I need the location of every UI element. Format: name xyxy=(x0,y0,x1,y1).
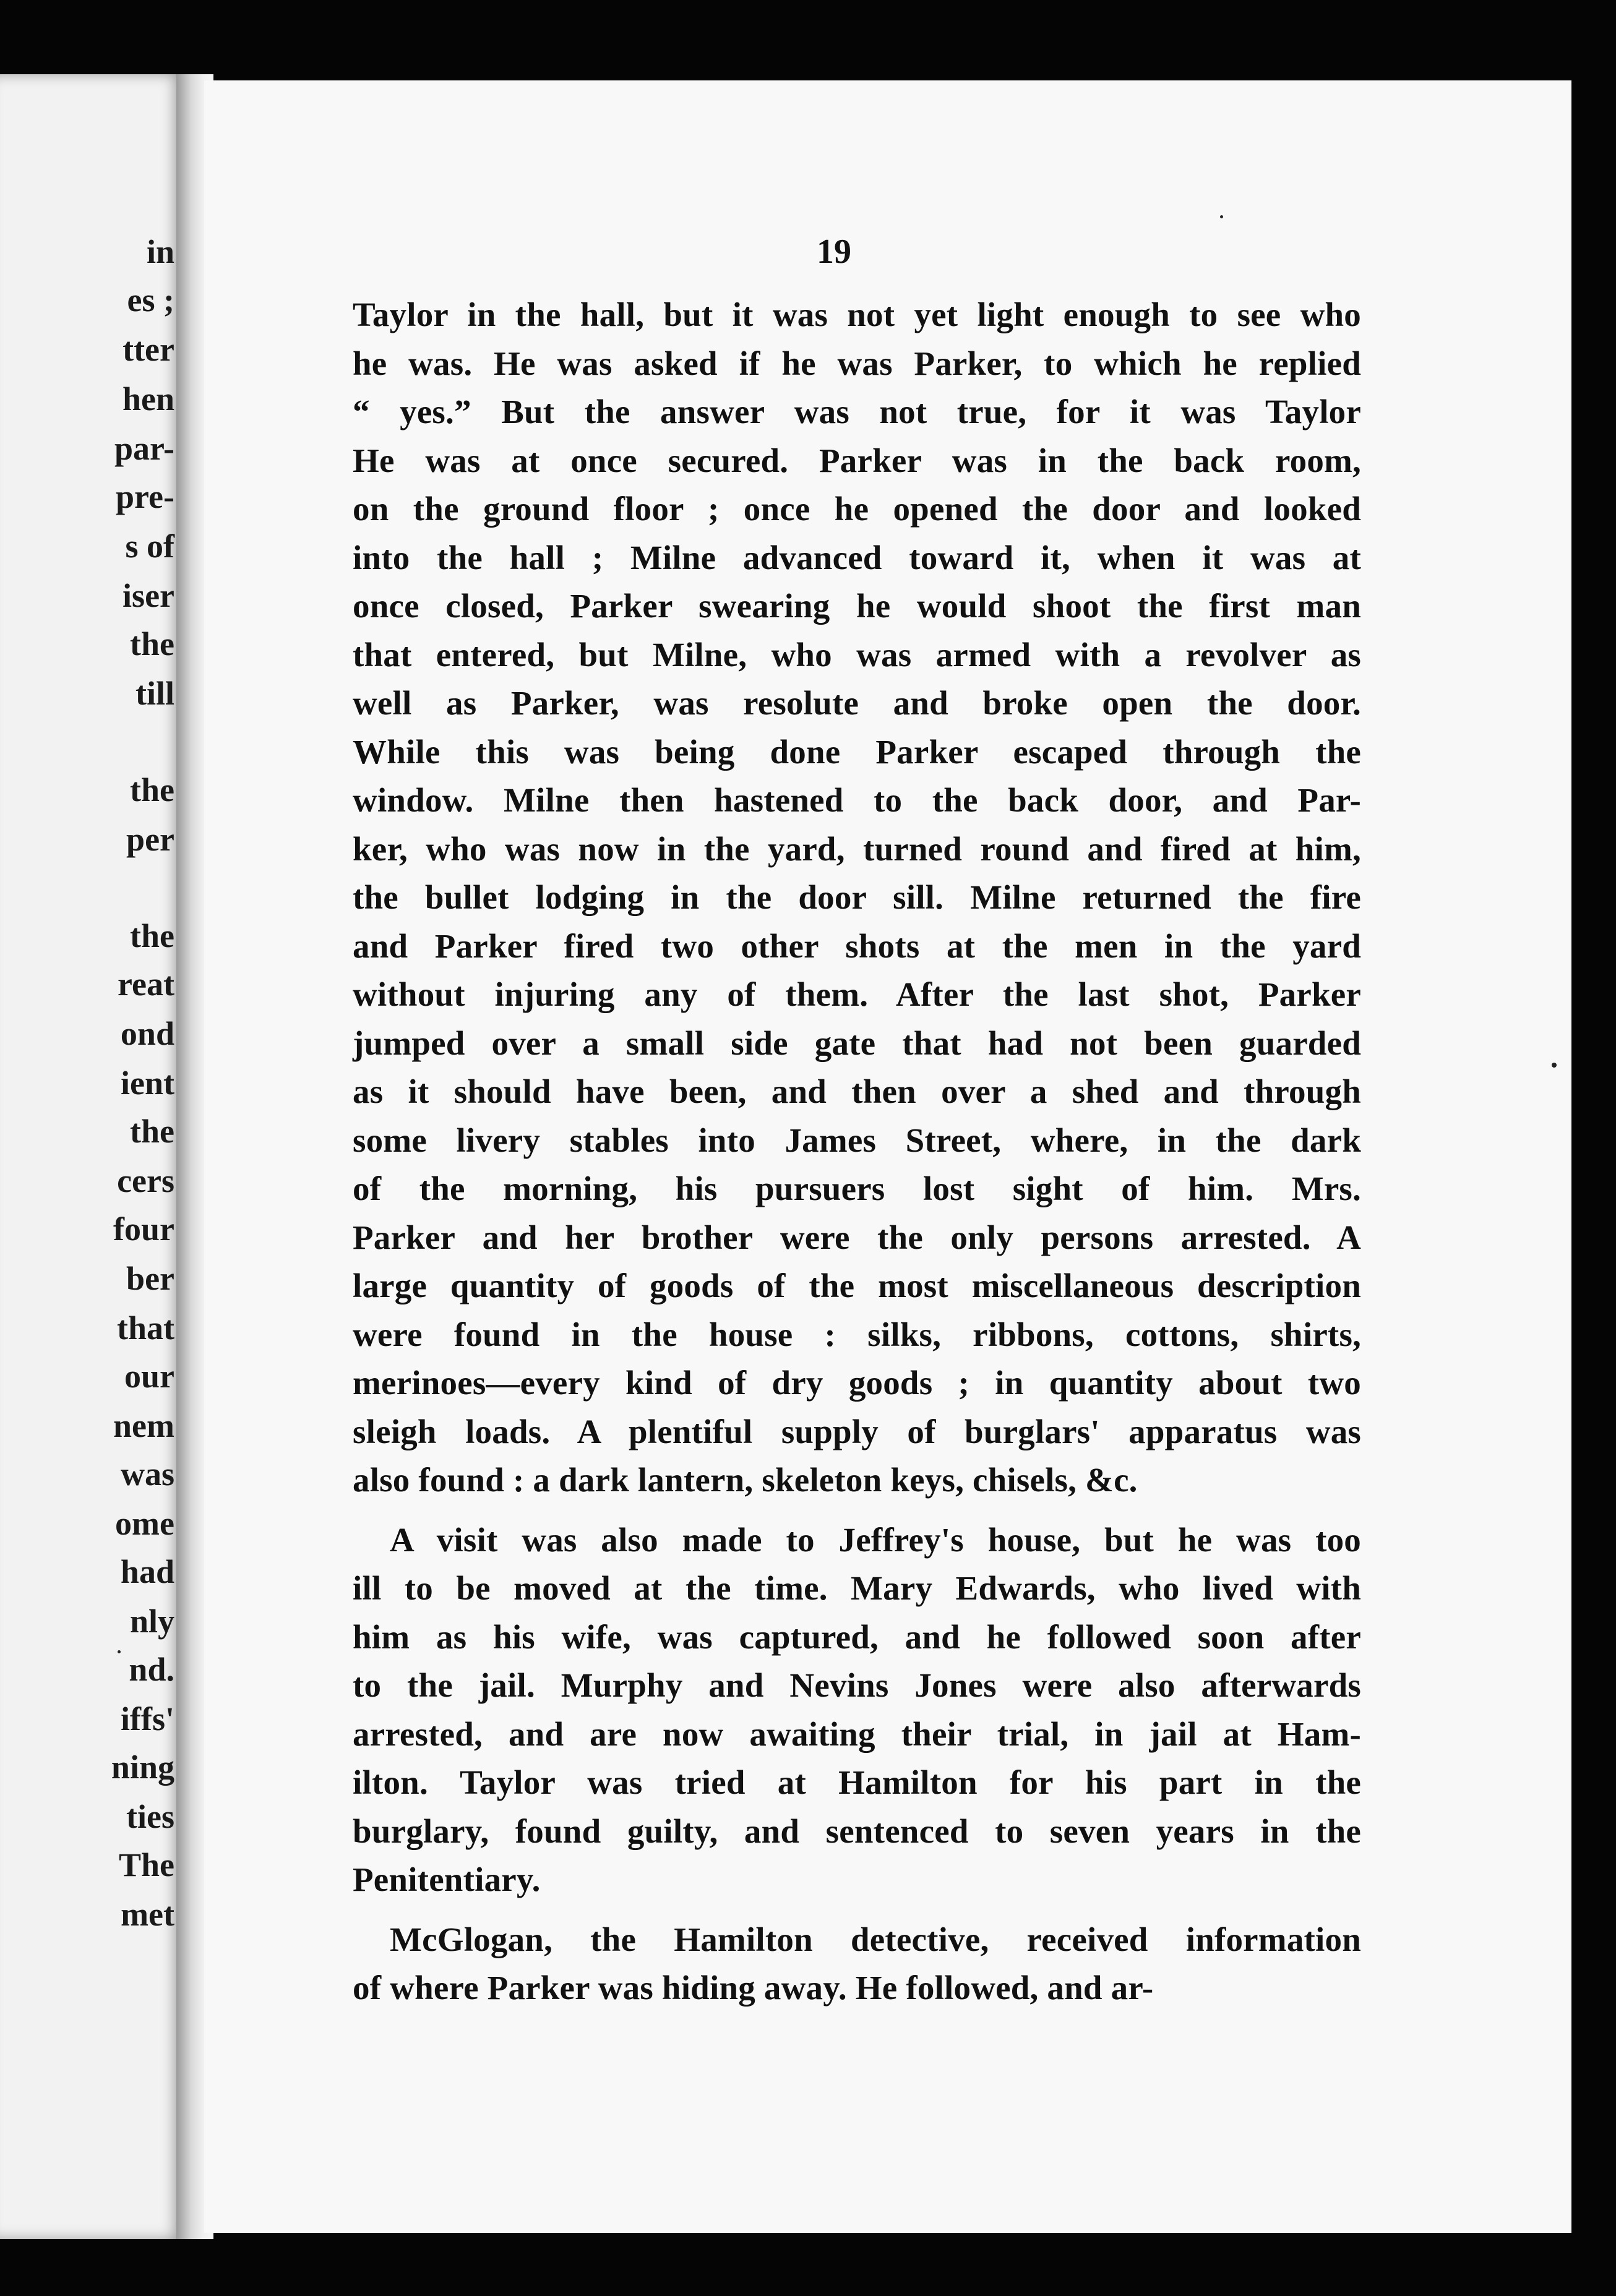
text-line: the bullet lodging in the door sill. Milne returned the fire xyxy=(353,878,1361,916)
facing-page-text-fragment: four xyxy=(113,1210,174,1248)
facing-page-text-fragment: reat xyxy=(118,966,174,1003)
facing-page-text-fragment: ome xyxy=(115,1505,174,1542)
page-number: 19 xyxy=(817,233,851,271)
facing-page-text-fragment: the xyxy=(130,1113,174,1150)
facing-page-text-fragment: nem xyxy=(113,1407,174,1444)
text-line: window. Milne then hastened to the back door, and Par- xyxy=(353,781,1361,819)
facing-page-text-fragment: hen xyxy=(122,380,174,418)
ink-speck xyxy=(1220,215,1223,218)
text-line: him as his wife, was captured, and he followed soon after xyxy=(353,1617,1361,1656)
text-line: without injuring any of them. After the last shot, Parker xyxy=(353,975,1361,1013)
text-line: into the hall ; Milne advanced toward it, when it was at xyxy=(353,538,1361,576)
facing-page-text-fragment: iffs' xyxy=(121,1700,174,1737)
text-line: he was. He was asked if he was Parker, to which he replied xyxy=(353,344,1361,382)
facing-page-text-fragment: ties xyxy=(126,1798,174,1835)
facing-page-text-fragment: tter xyxy=(122,331,174,368)
text-line: that entered, but Milne, who was armed with a revolver as xyxy=(353,635,1361,674)
facing-page-left xyxy=(0,74,186,2239)
text-line: ker, who was now in the yard, turned round and fired at him, xyxy=(353,829,1361,868)
facing-page-text-fragment: nly xyxy=(129,1603,174,1640)
text-line: ilton. Taylor was tried at Hamilton for his part in the xyxy=(353,1763,1361,1801)
text-line: ill to be moved at the time. Mary Edwards, who lived with xyxy=(353,1569,1361,1607)
facing-page-text-fragment: in xyxy=(146,233,174,270)
ink-speck xyxy=(118,1650,121,1653)
text-line: A visit was also made to Jeffrey's house, but he was too xyxy=(390,1520,1361,1559)
facing-page-text-fragment: nd. xyxy=(129,1651,174,1688)
paragraph xyxy=(353,1916,1361,2013)
text-line: Taylor in the hall, but it was not yet light enough to see who xyxy=(353,296,1361,333)
paragraph-gap xyxy=(353,1904,1361,1916)
text-line: burglary, found guilty, and sentenced to seven years in the xyxy=(353,1812,1361,1850)
facing-page-text-fragment: The xyxy=(118,1846,174,1883)
facing-page-text-fragment: par- xyxy=(114,430,174,467)
text-line: once closed, Parker swearing he would shoot the first man xyxy=(353,587,1361,625)
facing-page-text-fragment: ond xyxy=(120,1015,174,1052)
text-line: of where Parker was hiding away. He followed, and ar- xyxy=(353,1969,1154,2007)
text-line: “ yes.” But the answer was not true, for it was Taylor xyxy=(353,393,1361,430)
text-line: merinoes—every kind of dry goods ; in quantity about two xyxy=(353,1364,1361,1402)
paragraph xyxy=(353,1516,1361,1904)
facing-page-text-fragment: cers xyxy=(117,1162,174,1199)
text-line: large quantity of goods of the most miscellaneous description xyxy=(353,1267,1361,1304)
paragraph-gap xyxy=(353,1505,1361,1516)
text-line: of the morning, his pursuers lost sight of him. Mrs. xyxy=(353,1170,1361,1207)
facing-page-text-fragment: ning xyxy=(111,1749,174,1786)
facing-page-text-fragment: met xyxy=(121,1896,174,1933)
text-line: and Parker fired two other shots at the men in the yard xyxy=(353,927,1361,965)
text-line: some livery stables into James Street, where, in the dark xyxy=(353,1121,1361,1159)
text-line: He was at once secured. Parker was in the back room, xyxy=(353,441,1361,479)
facing-page-text-fragment: our xyxy=(124,1358,174,1395)
body-text xyxy=(353,291,1361,2013)
text-line: were found in the house : silks, ribbons, cottons, shirts, xyxy=(353,1315,1361,1353)
text-line: jumped over a small side gate that had not been guarded xyxy=(353,1024,1361,1062)
text-line: also found : a dark lantern, skeleton keys, chisels, &c. xyxy=(353,1461,1138,1499)
text-line: Penitentiary. xyxy=(353,1861,541,1898)
facing-page-text-fragment: ient xyxy=(121,1064,174,1102)
facing-page-text-fragment: the xyxy=(130,917,174,954)
facing-page-text-fragment: per xyxy=(126,821,174,858)
ink-speck xyxy=(1552,1063,1557,1068)
facing-page-text-fragment: iser xyxy=(122,577,174,614)
text-line: on the ground floor ; once he opened the door and looked xyxy=(353,490,1361,528)
facing-page-text-fragment: that xyxy=(117,1309,174,1347)
facing-page-text-fragment: s of xyxy=(125,528,174,565)
text-line: arrested, and are now awaiting their trial, in jail at Ham- xyxy=(353,1715,1361,1753)
facing-page-text-fragment: was xyxy=(120,1455,174,1493)
facing-page-text-fragment: ber xyxy=(126,1260,174,1297)
text-line: to the jail. Murphy and Nevins Jones were also afterwards xyxy=(353,1666,1361,1704)
text-line: well as Parker, was resolute and broke open the door. xyxy=(353,684,1361,722)
text-line: sleigh loads. A plentiful supply of burglars' apparatus was xyxy=(353,1412,1361,1450)
paragraph xyxy=(353,291,1361,1505)
facing-page-text-fragment: es ; xyxy=(127,281,174,319)
facing-page-text-fragment: had xyxy=(120,1553,174,1590)
text-line: Parker and her brother were the only persons arrested. A xyxy=(353,1218,1361,1256)
facing-page-text-fragment: the xyxy=(130,771,174,808)
facing-page-text-fragment: till xyxy=(135,675,174,712)
facing-page-text-fragment: pre- xyxy=(116,478,174,515)
facing-page-text-fragment: the xyxy=(130,625,174,662)
text-line: McGlogan, the Hamilton detective, received information xyxy=(390,1920,1361,1958)
text-line: as it should have been, and then over a shed and through xyxy=(353,1073,1361,1110)
text-line: While this was being done Parker escaped through the xyxy=(353,732,1361,771)
